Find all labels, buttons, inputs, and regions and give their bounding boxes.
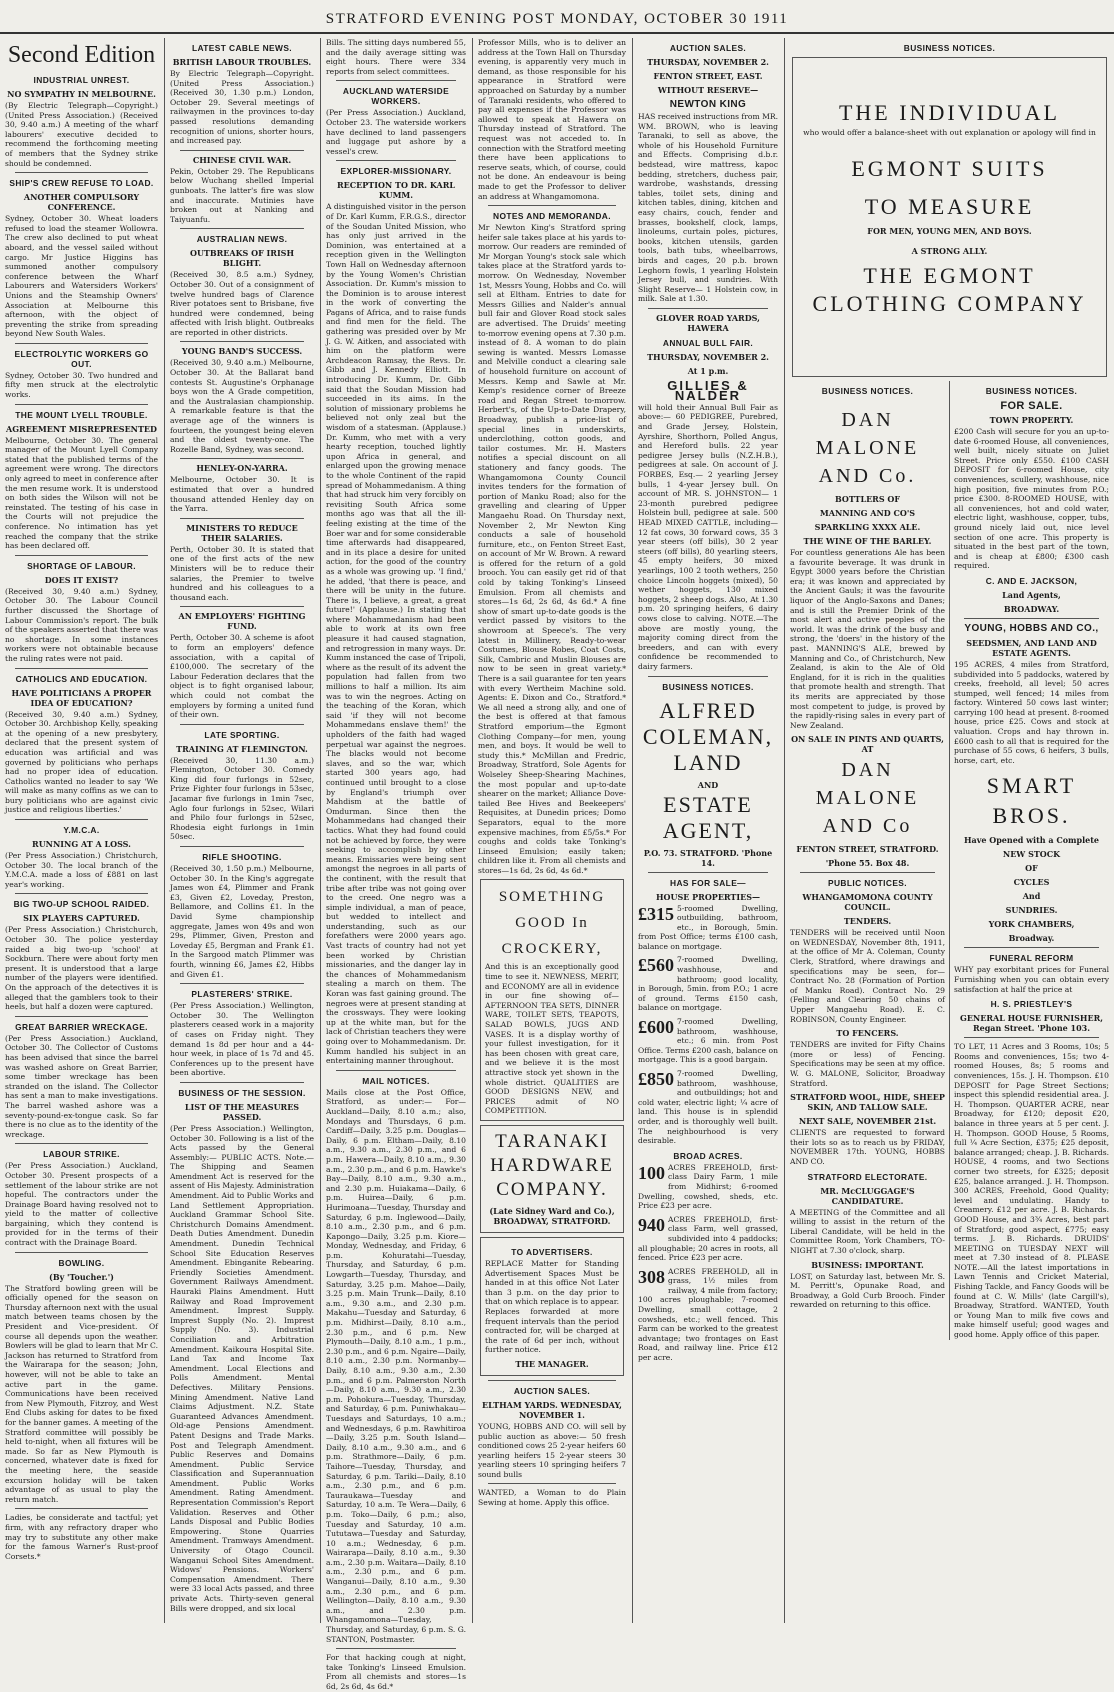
divider <box>648 308 768 309</box>
article-subheading: DOES IT EXIST? <box>44 574 119 585</box>
divider <box>15 893 148 894</box>
article-text: (Received 30, 9.40 a.m.) Sydney, October 30. Archbishop Kelly, speaking at the opening of a new presbytery, declared that the present system of education was artificial and was governed by politicians who perhaps had no proper idea of education. Catholics wanted no leader to say 'We will make as many coffins as we can to bury politicians who are against civic justice and religious liberties.' <box>5 709 158 815</box>
article-text: (Per Press Association.) Wellington, October 30. Following is a list of the Acts passed by the General Assembly:— PUBLIC ACTS. Note.—The Shipping and Seamen Amendment Act is reserved for the assent of His Majesty. Administration Amendment. Aid to Public Works and Land Settlement Appropriation. Auckland Grammar School Site. Christchurch Domains Amendment. Death Duties Amendment. Dunedin Amendment. Dunedin Technical School Site Education Reserves Amendment. Ebinganite Rebearing. Friendly Societies Amendment. Government Railways Amendment. Hauraki Plains Amendment. Hutt Railway and Road Improvement Amendment. Imprest Supply. Imprest Supply (No. 2). Imprest Supply (No. 3). Industrial Conciliation and Arbitration Amendment. Kaikoura Hospital Site. Land Tax and Income Tax Amendment. Local Elections and Polls Amendment. Mental Defectives. Military Pensions. Mining Amendment. Native Land Claims Adjustment. N.Z. State Guaranteed Advances Amendment. Old-age Pensions Amendment. Patent Designs and Trade Marks. Post and Telegraph Amendment. Public Reserves and Domains Amendment. Public Service Classification and Superannuation Amendment. Public Works Amendment. Rating Amendment. Representation Commission's Report Validation. Reserves and Other Lands Disposal and Public Bodies Empowering. Stone Quarries Amendment. Tramways Amendment. University of Otago Council. Wanganui School Sites Amendment. Widows' Pensions. Workers' Compensation Amendment. There were 33 local Acts passed, and three private Acts. Thirty-seven general Bills were dropped, and six local <box>170 1123 314 1613</box>
divider <box>180 983 304 984</box>
article-subheading: RECEPTION TO DR. KARL KUMM. <box>337 180 455 201</box>
acre-text: ACRES FREEHOLD, first-class Farm, well grassed, subdivided into 4 paddocks; all ploughable; 20 acres in roots, all fenced. Price £23 per acre. <box>638 1214 778 1263</box>
article-text: (Per Press Association.) Christchurch, October 30. The police yesterday raided a big two-up 'school' at Sockburn. There were about forty men present. It is understood that a large number of the players were identified. On the approach of the detectives it is alleged that the gamblers took to their heels, but half a dozen were captured. <box>5 925 158 1012</box>
advertisers-text: REPLACE Matter for Standing Advertisement Spaces Must be handed in at this office Not Later than 3 p.m. on the day prior to that on which replace is to appear. Replaces forwarded at more frequent intervals than the period contracted for, will be charged at the rate of 6d per inch, without further notice. <box>485 1258 619 1355</box>
article-subheading: OUTBREAKS OF IRISH BLIGHT. <box>189 248 295 269</box>
on-sale-label: ON SALE IN PINTS AND QUARTS, AT <box>791 734 944 755</box>
ad-columns <box>790 381 1109 1340</box>
article-heading: INDUSTRIAL UNREST. <box>33 75 130 85</box>
smart-line: YORK CHAMBERS, <box>988 919 1075 930</box>
dan-malone-name: DAN MALONE AND Co. <box>815 409 920 487</box>
dan-malone-address: FENTON STREET, STRATFORD. <box>796 844 939 855</box>
article-heading: RIFLE SHOOTING. <box>202 852 282 863</box>
acre-count: 940 <box>638 1214 665 1235</box>
broadway-label: BROADWAY. <box>1003 603 1060 614</box>
article-text: (Per Press Association.) Wellington, October 30. The Wellington plasterers ceased work in a majority of cases on Friday night. They demand 1s 8d per hour and a 44-hour week, in place of 1s 7d and 45. Conferences up to the present have been abortive. <box>170 1001 314 1078</box>
article-text: Sydney, October 30. Wheat loaders refused to load the steamer Wollowra. The crew also declined to put wheat aboard, and the vessel sailed without cargo. Mr Justice Higgins has summoned another compulsory conference between the Wharf Labourers and Watersiders Workers' Unions and the Steamship Owners' Association at Melbourne this afternoon, with the object of preventing the strike from spreading beyond New South Wales. <box>5 214 158 339</box>
article-heading: LATE SPORTING. <box>204 729 280 740</box>
funeral-text: WHY pay exorbitant prices for Funeral Furnishing when you can obtain every satisfaction at half the price at <box>954 965 1109 994</box>
candidature-heading: MR. McCLUGGAGE'S CANDIDATURE. <box>820 1185 915 1206</box>
electorate-heading: STRATFORD ELECTORATE. <box>807 1171 928 1182</box>
article-text: (Received 30, 9.40 a.m.) Sydney, October 30. The Labour Council further discussed the Shortage of Labour Commission's report. The bulk of the speakers asserted that there was no shortage. In some instances workers were not obtainable because the ruling rates were not paid. <box>5 586 158 663</box>
lost-brooch-text: LOST, on Saturday last, between Mr. S. M. Perritt's, Opunake Road, and Broadway, a Gold Curb Brooch. Finder rewarded on returning to this office. <box>790 1271 945 1310</box>
property-item <box>638 904 778 952</box>
egmont-subline: who would offer a balance-sheet with out explanation or apology will find in <box>803 128 1096 137</box>
article-text: Melbourne, October 30. The general manager of the Mount Lyell Company stated that the published terms of the agreement were wrong. The directors only agreed to meet in conference after the men resume work. It is understood on both sides the Wilson will not be reinstated. The testing of his case in the Courts will not prejudice the conference. No intimation has yet reached the company that the strike has been declared off. <box>5 435 159 551</box>
egmont-clothing-ad <box>792 57 1107 377</box>
sale-text: will hold their Annual Bull Fair as above:— 60 PEDIGREE, Purebred, and Grade Jersey, Holstein, Ayrshire, Shorthorn, Polled Angus, and Hereford bulls. 22 year pedigree Jersey bulls (N.Z.H.B.), pedigrees at sale. On account of J. FORBES, Esq.— 2 yearling Jersey bulls, 1 4-year Jersey bull. On account of MR. S. JOHNSTON— 1 23-month purebred pedigree Holstein bull, pedigree at sale. 500 HEAD MIXED CATTLE, including— 12 fat cows, 30 forward cows, 35 3 year steers (off bills), 30 2 year steers (off bills), 80 yearling steers, 45 empty heifers, 30 mixed yearlings, 100 2 tooth wethers, 250 choice Lincoln hoggets (mixed), 50 wether hoggets, 130 mixed hoggets, 2 sheep dogs. Also, At 1.30 p.m. 20 springing heifers, 6 dairy cows close to calving. NOTE.—The above are mostly young, the majority coming direct from the breeders, and can with every confidence be recommended to dairy farmers. <box>638 402 778 671</box>
article-heading: PLASTERERS' STRIKE. <box>191 989 293 1000</box>
article-subheading: AN EMPLOYERS' FIGHTING FUND. <box>178 611 306 632</box>
property-text: 7-roomed Dwelling, washhouse, and bathroom; good locality, in Borough, 5min. from P.O.; 1 acre of ground. Terms £150 cash, balance on mortgage. <box>638 955 778 1013</box>
town-property-text: £200 Cash will secure for you an up-to-date 6-roomed House, all conveniences, well built, nicely situate on Juliet Street. Price only £550. £100 CASH DEPOSIT for 6-roomed House, city conveniences, scullery, washhouse, nice high position, five minutes from P.O.; price £300. 8-ROOMED HOUSE, with all conveniences, hot and cold water, electric light, washhouse, copper, tubs, ground nicely laid out, nice level section of one acre. This property is situated in the best part of the town, and is cheap at £800; £300 cash required. <box>954 427 1109 571</box>
divider <box>180 846 304 847</box>
divider <box>15 1508 148 1509</box>
divider <box>180 606 304 607</box>
article-heading: BOWLING. <box>58 1257 105 1268</box>
article-heading: MAIL NOTICES. <box>362 1075 430 1086</box>
divider <box>800 872 935 873</box>
auctioneer-name: GILLIES & NALDER <box>667 377 749 403</box>
small-ads-text: TO LET, 11 Acres and 3 Rooms, 10s; 5 Rooms and conveniences, 15s; two 4-roomed Houses, 8s; 5 rooms and conveniences, 15s. J. H. Thompson. £10 DEPOSIT for Page Street Sections; inspect this splendid residential area. J. H. Thompson. QUARTER ACRE, near Broadway, for £120; deposit £20, balance in three years at 5 per cent. J. H. Thompson. GOOD House, 5 Rooms, full ¼ Acre Section, £375; £25 deposit, balance arranged; cheap. J. B. Richards. HOUSE, 4 rooms, and two Sections corner two streets, for £325; deposit £25, balance arranged. J. H. Thompson. 300 ACRES, Freehold, Good Quality; level and undulating. Handy to Creamery. £12 per acre. J. B. Richards. GOOD House, and 3¾ Acres, best part of Stratford; good aspect, £775; easy terms. J. B. Richards. DRUIDS' MEETING on TUESDAY NEXT will meet at 7.30 instead of 8. PLEASE NOTE.—All the latest importations in Lawn Tennis and Cricket Material, Fishing Tackle, and Fancy Goods will be found at C. W. Mills' (late Cargill's), Broadway, Stratford. WANTED, Youth or Young Man to milk five cows and make himself useful; good wages and good home. Apply office of this paper. <box>954 1042 1109 1340</box>
column-1 <box>0 38 163 1623</box>
article-text: (Per Press Association.) Auckland, October 30. Present prospects of a settlement of the labour strike are not hopeful. The contractors under the Drainage Board having resolved not to yield to the matter of collective bargaining, which they contend is provided for in the terms of their contract with the Drainage Board. <box>5 1161 158 1248</box>
for-sale-heading: HAS FOR SALE— <box>670 877 746 888</box>
column-2 <box>165 38 319 1623</box>
article-text: Perth, October 30. It is stated that one of the first acts of the new Ministers will be to reduce their salaries, the Premier to twelve hundred and his colleagues to a thousand each. <box>170 544 314 602</box>
business-notices-heading: BUSINESS NOTICES. <box>821 386 914 396</box>
business-notices-heading: BUSINESS NOTICES. <box>903 43 996 53</box>
property-item <box>638 1069 778 1146</box>
manning-label: MANNING AND CO'S <box>819 508 916 518</box>
article-subheading: YOUNG BAND'S SUCCESS. <box>181 346 303 357</box>
sale-title: ANNUAL BULL FAIR. <box>662 337 754 348</box>
young-hobbs-name: YOUNG, HOBBS AND CO., <box>964 622 1099 634</box>
article-subheading: (By 'Toucher.') <box>49 1271 114 1282</box>
divider <box>180 458 304 459</box>
taranaki-ad <box>480 1125 624 1233</box>
smart-line: CYCLES <box>1013 877 1050 888</box>
column-4-articles <box>478 38 626 1508</box>
divider <box>964 947 1099 948</box>
egmont-to-measure: TO MEASURE <box>864 193 1035 219</box>
article-text: (Received 30, 8.5 a.m.) Sydney, October 30. Out of a consignment of twelve hundred bags of Clarence River potatoes sent to Brisbane, five hundred were condemned, being affected with Irish blight. Outbreaks are reported in other districts. <box>170 270 314 337</box>
article-text: Pekin, October 29. The Republicans below Wuchang shelled Imperial gunboats. The latter's fire was slow and inaccurate. Mutinies have broken out at Nanking and Taiyuanfu. <box>170 166 314 224</box>
property-text: 7-roomed Dwelling, bathroom, washhouse, etc.; 6 min. from Post Office. Terms £200 cash, balance on mortgage. This is a good bargain. <box>638 1017 778 1065</box>
property-list <box>638 904 778 1146</box>
divider <box>648 872 768 873</box>
property-price: £600 <box>638 1017 674 1038</box>
acre-text: ACRES FREEHOLD, all in grass, 1½ miles from railway, 4 mile from factory; 100 acres ploughable; 7-roomed Dwelling, small cottage, 2 cowsheds, etc.; well fenced. This Farm can be worked to the greatest advantage; two frontages on East Road, and railway line. Price £12 per acre. <box>638 1266 778 1363</box>
article-heading: BUSINESS OF THE SESSION. <box>178 1087 306 1098</box>
article-heading: CATHOLICS AND EDUCATION. <box>15 673 148 684</box>
column-6 <box>785 38 1114 1623</box>
next-sale: NEXT SALE, NOVEMBER 21st. <box>798 1116 937 1127</box>
article-text: (Received 30, 1.50 p.m.) Melbourne, October 30. In the King's aggregate James won £4, Plimmer and Frank £3, Given £2, Loveday, Preston, Bellamore, and Collins £1. In the David Syme championship aggregate, James won 49s and won 29s, Plimmer, Given, Preston and Loveday £5, Bergman and Frank £1. In the Sargood match Plimmer was fourth, winning £6, James £2, Hibbs and Given £1. <box>170 864 314 979</box>
business-notices-heading: BUSINESS NOTICES. <box>662 681 754 692</box>
bottlers-label: BOTTLERS OF <box>834 494 901 504</box>
jackson-name: C. AND E. JACKSON, <box>985 575 1078 586</box>
article-text: YOUNG, HOBBS AND CO. will sell by public auction as above:— 50 fresh conditioned cows 25 2-year heifers 60 yearling heifers 15 2-year steers 30 yearling steers 10 springing heifers 7 sound bulls <box>478 1421 626 1479</box>
priestley-name: H. S. PRIESTLEY'S <box>990 999 1073 1010</box>
divider <box>15 1016 148 1017</box>
wine-label: THE WINE OF THE BARLEY. <box>803 536 932 546</box>
ad-column-left <box>790 381 950 1340</box>
article-subheading: MINISTERS TO REDUCE THEIR SALARIES. <box>186 522 298 543</box>
acre-count: 100 <box>638 1162 665 1183</box>
article-subheading: AGREEMENT MISREPRESENTED <box>6 423 157 434</box>
ale-label: SPARKLING XXXX ALE. <box>814 522 921 532</box>
column-2-articles <box>170 43 314 1613</box>
wool-sale-heading: STRATFORD WOOL, HIDE, SHEEP SKIN, AND TALLOW SALE. <box>790 1092 945 1113</box>
divider <box>180 518 304 519</box>
divider <box>964 1037 1099 1038</box>
crockery-ad <box>480 879 624 1121</box>
fencers-heading: TO FENCERS. <box>836 1028 899 1039</box>
article-text: (Received 30, 11.30 a.m.) Flemington, October 30. Comedy King did four furlongs in 52sec, Prize Fighter four furlongs in 53sec, Jacamar five furlongs in 1min 7sec, Aglo four furlongs in 52sec, Wilari and Philo four furlongs in 52sec, Rhodesia eight furlongs in 1min 50sec. <box>170 755 314 842</box>
property-item <box>638 955 778 1013</box>
divider <box>648 676 768 677</box>
public-notices-heading: PUBLIC NOTICES. <box>827 878 908 889</box>
acre-text: ACRES FREEHOLD, first-class Dairy Farm, 1 mile from Midhirst; 6-roomed Dwelling, cowshed, sheds, etc. Price £23 per acre. <box>638 1162 778 1211</box>
divider <box>180 1082 304 1083</box>
acres-list <box>638 1163 778 1363</box>
sale-place: GLOVER ROAD YARDS, HAWERA <box>656 312 760 333</box>
article-text: (Per Press Association.) Auckland, October 30. The Collector of Customs has been advised that since the barrel was washed ashore on Great Barrier, some timber wreckage has been stranded on the island. The Collector has sent a man to make investigations. The barrel washed ashore was a seventy-pound-ex-tongue cask. So far there is no clue as to the identity of the wreckage. <box>5 1033 158 1139</box>
important-heading: BUSINESS: IMPORTANT. <box>811 1259 924 1270</box>
divider <box>15 555 148 556</box>
article-text: Professor Mills, who is to deliver an address at the Town Hall on Thursday evening, is apparently very much in demand, as those responsible for his appearance in Stratford were approached on Saturday by a number of Taranaki residents, who offered to pay all expenses if the Professor was allowed to speak at Hawera on Thursday instead of Stratford. The request was not acceded to. In connection with the Stratford meeting there have been applications to reserve seats, which, of course, could not be done. An endeavour is being made to get the Professor to deliver an address at Whangamomona. <box>478 38 627 201</box>
sale-reserve: WITHOUT RESERVE— <box>657 85 759 95</box>
divider <box>336 1648 456 1649</box>
article-text: Mails close at the Post Office, Stratford, as under:— For— Auckland—Daily, 8.10 a.m.; also, Mondays and Thursdays, 6 p.m. Cardiff—Daily, 3.25 p.m. Douglas—Daily, 6 p.m. Eltham—Daily, 8.10 a.m., 9.30 a.m., 2.30 p.m., and 6 p.m. Hawera—Daily, 8.10 a.m., 9.30 a.m., 2.30 p.m., and 6 p.m. Hawke's Bay—Daily, 8.10 a.m., 9.30 a.m., and 2.30 p.m. Huiakama—Daily, 6 p.m. Huirea—Daily, 6 p.m. Hurimoana—Tuesday, Thursday and Saturday, 6 p.m. Inglewood—Daily, 8.10 a.m., 2.30 p.m., and 6 p.m. Kapongo—Daily, 3.25 p.m. Kiore—Monday, Wednesday, and Friday, 6 p.m. Kohuratahi—Tuesday, Thursday, and Saturday, 6 p.m. Lowgarth—Tuesday, Thursday, and Saturday, 3.25 p.m. Mahoe—Daily, 3.25 p.m. Main Trunk—Daily, 8.10 a.m., 9.30 a.m., and 2.30 p.m. Makahu—Tuesday and Saturday, 6 p.m. Midhirst—Daily, 8.10 a.m., 2.30 p.m., and 6 p.m. New Plymouth—Daily, 8.10 a.m., 1 p.m., 2.30 p.m., and 6 p.m. Ngaire—Daily, 8.10 a.m., 2.30 p.m. Normanby—Daily, 8.10 a.m., 9.30 a.m., 2.30 p.m., and 6 p.m. Palmerston North—Daily, 8.10 a.m., 9.30 a.m., 2.30 p.m. Pohokura—Tuesday, Thursday, and Saturday, 6 p.m. Puniwhakau—Tuesdays and Saturdays, 10 a.m.; and Wednesdays, 6 p.m. Rawhitiroa—Daily, 3.25 p.m. South Island—Daily, 8.10 a.m., 9.30 a.m., and 6 p.m. Strathmore—Daily, 6 p.m. Taihore—Tuesday, Thursday, and Saturday, 6 p.m. Tariki—Daily, 8.10 a.m., 2.30 p.m., and 6 p.m. Tauraukawa—Tuesday and Saturday, 10 a.m. Te Wera—Daily, 6 p.m. Toko—Daily, 6 p.m.; also, Tuesday and Saturday, 10 a.m. Tututawa—Tuesday and Saturday, 10 a.m.; Wednesday, 6 p.m. Wairarapa—Daily, 8.10 a.m., 9.30 a.m., 2.30 p.m. Waitara—Daily, 8.10 a.m., 2.30 p.m., and 6 p.m. Wanganui—Daily, 8.10 a.m., 9.30 a.m., 2.30 p.m., and 6 p.m. Wellington—Daily, 8.10 a.m., 9.30 a.m., and 2.30 p.m. Whangamomona—Tuesday, Thursday, and Saturday, 6 p.m. S. G. STANTON, Postmaster. <box>326 1087 466 1644</box>
divider <box>15 343 148 344</box>
smart-line: NEW STOCK <box>1002 849 1061 860</box>
coleman-estate-agent: ESTATE AGENT, <box>662 791 754 843</box>
article-text: The Stratford bowling green will be officially opened for the season on Thursday afternoon next with the usual match between teams chosen by the President and Vice-president. Of course all depends upon the weather. Bowlers will be glad to learn that Mr C. Jackson has returned to Stratford from the Wairarapa for the season; John, however, will not be able to take an active part in the game. Communications have been received from New Plymouth, Fitzroy, and West End Clubs asking for dates to be fixed for the banner games. A meeting of the Stratford committee will possibly be held to-night, when all fixtures will be made. So far as New Plymouth is concerned, whatever date is fixed for the meeting here, the seaside excursion holiday will be taken advantage of as usual to play the return match. <box>5 1283 158 1504</box>
article-subheading: SIX PLAYERS CAPTURED. <box>23 913 140 924</box>
sale-time: At 1 p.m. <box>687 365 729 376</box>
divider <box>964 618 1099 619</box>
article-text: Perth, October 30. A scheme is afoot to form an employers' defence association, with a capital of £100,000. The secretary of the Labour Federation declares that the object is to fight organised labour, which could not combat the employers by forming a united fund of their own. <box>170 633 314 720</box>
article-subheading: ELTHAM YARDS. WEDNESDAY, NOVEMBER 1. <box>482 1399 622 1420</box>
article-heading: AUCTION SALES. <box>513 1385 591 1396</box>
town-property-heading: TOWN PROPERTY. <box>989 415 1074 425</box>
wool-sale-text: CLIENTS are requested to forward their lots so as to reach us by FRIDAY, NOVEMBER 17th. YOUNG, HOBBS AND CO. <box>790 1128 945 1166</box>
smart-line: Have Opened with a Complete <box>963 835 1100 846</box>
meeting-text: A MEETING of the Committee and all willing to assist in the return of the Liberal Candidate, will be held in the Committee Room, York Chambers, TO-NIGHT at 7.30 o'clock, sharp. <box>790 1207 945 1255</box>
column-1-articles <box>5 75 158 1561</box>
smart-bros-name: SMART BROS. <box>986 773 1077 829</box>
article-text: Mr Newton King's Stratford spring heifer sale takes place at his yards to-morrow. Our readers are reminded of Mr Morgan Young's stock sale which takes place at the Stratford yards to-morrow. On Wednesday, November 1st, Messrs Young, Hobbs and Co. will sell at Eltham. Entries to date for Messrs Gillies and Nalder's annual bull fair and Glover Road stock sales are advertised. The Druids' meeting to-morrow evening opens at 7.30 p.m. instead of 8. A woman to do plain sewing is wanted. Messrs Lomasse and Melville conduct a clearing sale of household furniture on account of Messrs. Kemp and Sawle at Mr. Kemp's residence corner of Breeze road and Regan Street to-morrow. Herbert's, of the Up-to-Date Drapery, Broadway, publish a price-list of special lines in underskirts, underclothing, cotton goods, and tailor costumes. Mr. H. Masters notifies a special discount on all stationery and fancy goods. The Whangamomona County Council invites tenders for the formation of portion of Manku Road; also for the gravelling and clearing of Upper Mangaehu Road. On Thursday next, November 2, Mr Newton King conducts a sale of household furniture, etc., on Fenton Street East, on account of Mr W. Brown. A reward is offered for the return of a gold brooch. You can easily get rid of that cold by taking Tonking's Linseed Emulsion. From all chemists and stores—1s 6d, 2s 6d, 4s 6d.* A fine show of smart up-to-date goods is the verdict passed by visitors to the showroom at Speece's. The very latest in Millinery, Ready-to-wear Costumes, Blouse Robes, Coat Costs, Silk, Cambric and Muslin Blouses are now to be seen in great variety.* There is a sail guarantee for ten years with every Wertheim Machine sold. Agents: E. Dixon and Co., Stratford.* We all need a strong ally, and one of the best is offered at that famous Stratford emporium—the Egmont Clothing Company—for men, young men, and boys. It would be well to study this.* McMillan and Fredric, Broadway, Stratford, Sole Agents for Wolseley Sheep-Shearing Machines, the most popular and up-to-date shearer on the market; Alliance Dove-tailed Bee Hives and Beekeepers' Requisites, at Dunedin prices; Domo Separators, equal to the more expensive machines, from £5/5s.* For coughs and colds take Tonking's Linseed Emulsion; easily taken; children like it. From all chemists and stores—1s 6d, 2s 6d, 4s 6d.* <box>478 223 626 875</box>
article-subheading: NO SYMPATHY IN MELBOURNE. <box>7 89 156 99</box>
advertisers-title: TO ADVERTISERS. <box>511 1246 593 1257</box>
smart-line: Broadway. <box>1008 933 1055 944</box>
coleman-address: P.O. 73. STRATFORD. 'Phone 14. <box>643 847 773 868</box>
edition-banner: Second Edition <box>7 42 156 68</box>
article-text: A distinguished visitor in the person of Dr. Karl Kumm, F.R.G.S., director of the Soudan United Mission, who has only just arrived in the Dominion, was entertained at a reception given in the Wellington Town Hall on Wednesday afternoon by the Young Women's Christian Association. Dr. Kumm's mission to the Dominion is to arouse interest in the work of converting the Pagans of Africa, and to raise funds and find men for the field. The gathering was presided over by Mr J. G. W. Aitken, and associated with him on the platform were Archdeacon Ramsay, the Revs. Dr. Gibb and J. Kennedy Elliott. In introducing Dr. Kumm, Dr. Gibb said that the Soudan Mission had succeeded in its aims. In the solution of missionary problems he believed not only zeal but the wisdom of a statesman. (Applause.) Dr. Kumm, who met with a very hearty reception, touched lightly upon Africa in general, and enlarged upon the growing menace to the whole Continent of the rapid spread of Mohammedanism. A thing that had struck him very forcibly on revisiting South Africa some months ago was that all the ill-feeling existing at the time of the Boer war and for some considerable time afterwards had disappeared, and in its place a desire for united action, for the good of the country as a whole was growing up. 'I find,' he added, 'that there is peace, and there will be unity in the future. There is, I believe, a great, a great future!' (Applause.) In stating that where Mohammedanism had been able to work at its own free pleasure it had caused stagnation, and retrogression in many ways. Dr. Kumm instanced the case of Tripoli, where as the result of its advent the population had fallen from two millions to half a million. Its aim was to win the negroes. Acting on the teaching of the Koran, which said 'if they will not become Mohammedans enslave them!' the upholders of the faith had waged perpetual war against the negroes. The blacks would not become slaves, and so the war, which started 300 years ago, had continued until brought to a close by England's triumph over Mahdism at the battle of Omdurman. Since then the Mohammedans had changed their tactics. What they had found could not be achieved by force, they were seeking to accomplish by other means. Emissaries were being sent amongst the negroes in all parts of the continent, with the result that tribe after tribe was not going over to the creed. One negro was a simple individual, a man of peace, but wedded to intellect and understanding, such as our forefathers were 2000 years ago. Vast tracts of country had not yet been worked by Christian missionaries, and the danger lay in the chances of Mohammedanism stealing a march on them. The Koran was fast gaining ground. The negroes were at present standing at the crossways. They were looking up at the white man, but for the lack of Christian teachers they were going over to Mohammedanism. Dr. Kumm handled his subject in an entertaining manner throughout. <box>326 202 466 1066</box>
article-text: For that hacking cough at night, take Tonking's Linseed Emulsion. From all chemists and stores—1s 6d, 2s 6d, 4s 6d.* <box>326 1653 466 1691</box>
article-heading: BIG TWO-UP SCHOOL RAIDED. <box>13 899 150 910</box>
divider <box>488 1483 616 1484</box>
article-heading: SHORTAGE OF LABOUR. <box>27 560 136 571</box>
article-heading: GREAT BARRIER WRECKAGE. <box>15 1021 148 1032</box>
taranaki-title: TARANAKI HARDWARE COMPANY. <box>490 1130 614 1200</box>
divider <box>15 1143 148 1144</box>
acre-item <box>638 1267 778 1363</box>
article-subheading: BRITISH LABOUR TROUBLES. <box>172 57 312 67</box>
egmont-headline: THE INDIVIDUAL <box>838 100 1060 125</box>
dan-malone-name: DAN MALONE AND Co <box>815 759 920 838</box>
auctioneer-name: NEWTON KING <box>669 99 747 110</box>
property-price: £315 <box>638 903 674 924</box>
divider <box>488 205 616 206</box>
article-heading: LABOUR STRIKE. <box>43 1149 120 1160</box>
article-text: (By Electric Telegraph—Copyright.) (United Press Association.) (Received 30, 9.40 a.m.) A meeting of the wharf labourers' executive decided to recommend the forthcoming meeting of members that the Sydney strike should be condemned. <box>5 101 158 168</box>
article-heading: AUCKLAND WATERSIDE WORKERS. <box>342 86 450 107</box>
article-text: (Per Press Association.) Auckland, October 23. The waterside workers have declined to land passengers and luggage put ashore by a vessel's crew. <box>326 108 466 156</box>
divider <box>180 150 304 151</box>
property-text: 5-roomed Dwelling, outbuilding, bathroom, etc., in Borough, 5min. from Post Office; terms £100 cash, balance on mortgage. <box>638 903 778 951</box>
coleman-and: AND <box>697 779 719 790</box>
article-text: Ladies, be considerate and tactful; yet firm, with any refractory draper who may try to substitute any other make for the famous Warner's Rust-proof Corsets.* <box>5 1513 158 1561</box>
land-agents-label: Land Agents, <box>1002 589 1061 600</box>
business-notices-heading: BUSINESS NOTICES. <box>985 386 1078 396</box>
article-heading: SHIP'S CREW REFUSE TO LOAD. <box>9 178 154 189</box>
crockery-text: And this is an exceptionally good time to see it. NEWNESS, MERIT, and ECONOMY are all in evidence in our fine showing of— AFTERNOON TEA SETS, DINNER WARE, TOILET SETS, TEAPOTS, SALAD BOWLS, JUGS AND VASES. It is a display worthy of your fullest investigation, for it has been chosen with great care, and we believe it is the most attractive stock yet shown in the whole district. QUALITIES are GOOD DESIGNS NEW, and PRICES admit of NO COMPETITION. <box>485 962 619 1116</box>
article-text: By Electric Telegraph—Copyright. (United Press Association.) (Received 30, 1.30 p.m.) London, October 29. Several meetings of railwaymen in the provinces to-day passed resolutions demanding recognition of unions, shorter hours, and increased pay. <box>170 69 314 146</box>
article-heading: AUSTRALIAN NEWS. <box>196 234 288 245</box>
column-3 <box>321 38 471 1691</box>
advertisers-sign: THE MANAGER. <box>515 1358 589 1369</box>
smart-line: OF <box>1025 863 1038 874</box>
acre-item <box>638 1215 778 1263</box>
masthead: STRATFORD EVENING POST MONDAY, OCTOBER 30 1911 <box>0 6 1114 34</box>
article-text: Bills. The sitting days numbered 55, and the daily average sitting was eight hours. There were 334 reports from select committees. <box>326 38 466 76</box>
article-subheading: CHINESE CIVIL WAR. <box>192 154 292 165</box>
dan-malone-phone: 'Phone 55. Box 48. <box>825 858 910 869</box>
article-subheading: LIST OF THE MEASURES PASSED. <box>184 1101 300 1122</box>
advertisers-ad <box>480 1237 624 1376</box>
county-council: WHANGAMOMONA COUNTY COUNCIL. <box>802 892 933 913</box>
tenders-text: TENDERS will be received until Noon on WEDNESDAY, November 8th, 1911, at the office of Mr A. Coleman, County Clerk, Stratford, where drawings and specifications may be seen, for— Contract No. 28 (Formation of Portion of Manku Road). Contract No. 29 (Felling and Clearing 50 chains of Upper Mangaehu Road). E. C. ROBINSON, County Engineer. <box>790 928 945 1024</box>
divider <box>180 228 304 229</box>
article-subheading: HAVE POLITICIANS A PROPER IDEA OF EDUCATION? <box>11 687 152 708</box>
divider <box>15 668 148 669</box>
article-text: WANTED, a Woman to do Plain Sewing at home. Apply this office. <box>478 1488 626 1508</box>
article-subheading: HENLEY-ON-YARRA. <box>196 463 288 474</box>
egmont-audience: FOR MEN, YOUNG MEN, AND BOYS. <box>867 225 1032 236</box>
egmont-ally: A STRONG ALLY. <box>911 245 988 256</box>
divider <box>15 172 148 173</box>
sale-text: HAS received instructions from MR. WM. BROWN, who is leaving Taranaki, to sell as above, the whole of his Household Furniture and Effects. Comprising d.b.r. bedstead, wire mattress, kapoc bedding, stretchers, duchess pair, wardrobe, washstands, dressing tables, toilet sets, dining and kitchen tables, dining, kitchen and easy chairs, couch, fender and brasses, bookshelf, clock, lamps, linoleums, curtain poles, pictures, books, kitchen utensils, garden tools, bath tubs, wheelbarrows, birds and cages, 20 p.b. brown Leghorn fowls, 1 yearling Holstein Jersey bull, and sundries. With Slight Reserve— 1 Holstein cow, in milk. Sale at 1.30. <box>638 112 778 304</box>
column-5 <box>633 38 783 1623</box>
egmont-suits: EGMONT SUITS <box>851 155 1048 181</box>
article-text: (Received 30, 9.40 a.m.) Melbourne, October 30. At the Ballarat band contests St. Augustine's Orphanage boys won the A Grade competition, and the Australasian championship. A remarkable feature is that the average age of the winners is fourteen, the youngest being eleven and the oldest twenty-one. The Rozelle Band, Sydney, was second. <box>170 358 314 454</box>
article-subheading: RUNNING AT A LOSS. <box>32 839 131 850</box>
article-heading: LATEST CABLE NEWS. <box>191 43 293 53</box>
property-text: 7-roomed Dwelling, bathroom, washhouse, and outbuildings; hot and cold water, electric light; ¼ acre of land. This house is in splendid order, and is thoroughly well built. The neighbourhood is very desirable. <box>638 1069 778 1146</box>
egmont-company-name: THE EGMONT CLOTHING COMPANY <box>812 262 1087 316</box>
column-3-articles <box>326 38 466 1692</box>
house-properties-heading: HOUSE PROPERTIES— <box>656 891 760 902</box>
fencers-text: TENDERS are invited for Fifty Chains (more or less) of Fencing. Specifications may be seen at my office. W. G. MALONE, Solicitor, Broadway Stratford. <box>790 1040 945 1088</box>
divider <box>15 819 148 820</box>
article-heading: Y.M.C.A. <box>63 825 100 836</box>
sale-date: THURSDAY, NOVEMBER 2. <box>647 57 769 67</box>
article-heading: ELECTROLYTIC WORKERS GO OUT. <box>14 348 149 369</box>
divider <box>180 724 304 725</box>
article-text: Melbourne, October 30. It is estimated that over a hundred thousand attended Henley day on the Yarra. <box>170 475 314 514</box>
auction-sales-heading: AUCTION SALES. <box>669 43 747 53</box>
divider <box>336 1070 456 1071</box>
coleman-name: ALFRED COLEMAN, <box>642 697 774 749</box>
for-sale-heading: FOR SALE. <box>1000 400 1063 412</box>
property-price: £560 <box>638 955 674 976</box>
farm-text: 195 ACRES, 4 miles from Stratford, subdivided into 5 paddocks, watered by creeks, freehold, all level; 50 acres stumped, well fenced; 14 miles from factory. Wintered 50 cows last winter; carrying 100 head at present. 8-roomed house, price £25. Cows and stock at valuation. Crops and hay thrown in. £600 cash to all that is required for the purchase of 55 cows, 6 heifers, 3 bulls, horse, cart, etc. <box>954 659 1109 765</box>
smart-line: SUNDRIES. <box>1005 905 1058 916</box>
divider <box>336 80 456 81</box>
column-4 <box>473 38 631 1623</box>
crockery-title: SOMETHING GOOD In CROCKERY, <box>498 889 606 958</box>
divider <box>180 341 304 342</box>
seedsmen-label: SEEDSMEN, AND LAND AND ESTATE AGENTS. <box>966 637 1097 658</box>
article-subheading: TRAINING AT FLEMINGTON. <box>176 743 308 754</box>
acre-item <box>638 1163 778 1211</box>
sale-place: FENTON STREET, EAST. <box>653 71 763 81</box>
property-item <box>638 1017 778 1065</box>
article-heading: THE MOUNT LYELL TROUBLE. <box>15 409 148 420</box>
article-heading: EXPLORER-MISSIONARY. <box>340 166 452 177</box>
divider <box>15 404 148 405</box>
divider <box>15 1252 148 1253</box>
divider <box>336 160 456 161</box>
funeral-reform-heading: FUNERAL REFORM <box>989 953 1074 964</box>
article-text: Sydney, October 30. Two hundred and fifty men struck at the electrolytic works. <box>5 370 158 400</box>
ad-column-right <box>950 381 1109 1340</box>
broad-acres-heading: BROAD ACRES. <box>673 1150 743 1161</box>
smart-line: And <box>1022 891 1041 902</box>
taranaki-address: (Late Sidney Ward and Co.), BROADWAY, STRATFORD. <box>489 1205 615 1226</box>
ale-text: For countless generations Ale has been a favourite beverage. It was drunk in Egypt 3000 years before the Christian era; it was known and appreciated by the Ancient Gauls; it was the favourite liquor of the Anglo-Saxons and Danes; and is still the Premier Drink of the most alert and active peoples of the world. It was the drink of the busy and strong, the 'doers' in the history of the past. MANNING'S ALE, brewed by Manning and Co., of Christchurch, New Zealand, is akin to the Ale of Old England, for it is rich in the qualities that promote health and strength. That its merits are appreciated by those most competent to judge, is proved by the rapidly-rising sales in every part of New Zealand. <box>790 548 945 730</box>
divider <box>488 1380 616 1381</box>
sale-date: THURSDAY, NOVEMBER 2. <box>647 351 769 362</box>
tenders-heading: TENDERS. <box>843 916 892 927</box>
property-price: £850 <box>638 1069 674 1089</box>
article-subheading: ANOTHER COMPULSORY CONFERENCE. <box>23 192 140 213</box>
article-heading: NOTES AND MEMORANDA. <box>493 211 611 222</box>
coleman-land: LAND <box>673 749 743 775</box>
priestley-address: GENERAL HOUSE FURNISHER, Regan Street. 'Phone 103. <box>960 1013 1103 1034</box>
acre-count: 308 <box>638 1266 665 1287</box>
article-text: (Per Press Association.) Christchurch, October 30. The local branch of the Y.M.C.A. made a loss of £881 on last year's working. <box>5 851 158 889</box>
